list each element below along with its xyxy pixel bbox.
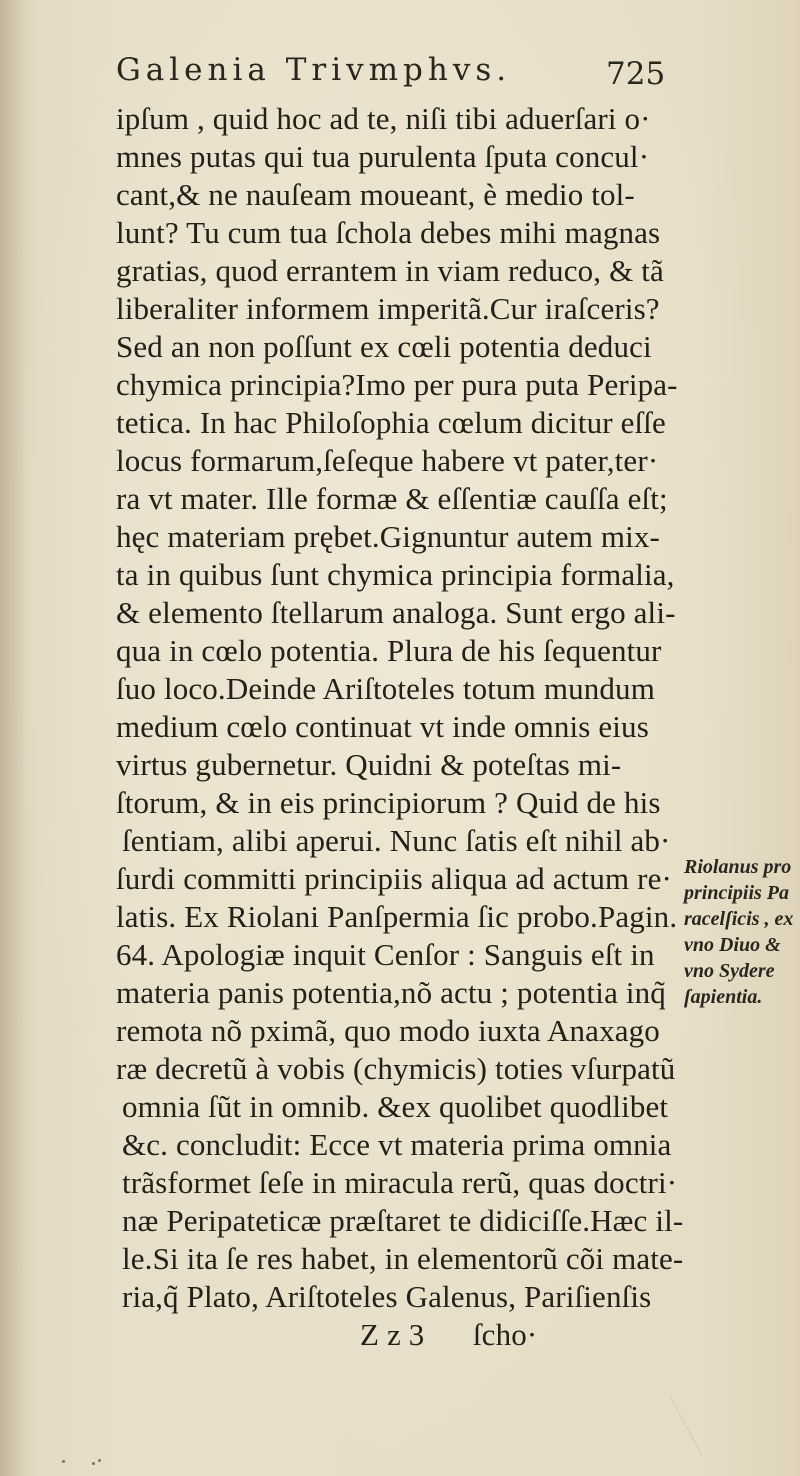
- margin-note-line: racelſicis , ex: [684, 908, 794, 930]
- margin-note-line: vno Diuo &: [684, 934, 781, 956]
- text-line: næ Peripateticæ præſtaret te didiciſſe.Hæc il-: [122, 1203, 684, 1238]
- text-line: remota nõ pximã, quo modo iuxta Anaxago: [116, 1013, 660, 1048]
- signature-mark: Z z 3: [360, 1317, 425, 1352]
- text-line: Sed an non poſſunt ex cœli potentia deduci: [116, 329, 652, 364]
- text-line: latis. Ex Riolani Panſpermia ſic probo.Pagin.: [116, 899, 678, 934]
- ink-speck: [62, 1460, 65, 1463]
- text-line: ſurdi committi principiis aliqua ad actum re·: [116, 861, 672, 896]
- catchline: [112, 1316, 672, 1354]
- text-line: qua in cœlo potentia. Plura de his ſequentur: [116, 633, 662, 668]
- text-line: 64. Apologiæ inquit Cenſor : Sanguis eſt in: [116, 937, 655, 972]
- text-line: omnia ſũt in omnib. &ex quolibet quodlibet: [122, 1089, 669, 1124]
- text-line: hęc materiam prębet.Gignuntur autem mix-: [116, 519, 661, 554]
- margin-note-line: ſapientia.: [684, 986, 763, 1008]
- text-line: ſtorum, & in eis principiorum ? Quid de his: [116, 785, 661, 820]
- marginal-note: [684, 854, 800, 1010]
- text-line: ta in quibus ſunt chymica principia formalia,: [116, 557, 675, 592]
- text-line: ræ decretũ à vobis (chymicis) toties vſurpatũ: [116, 1051, 676, 1086]
- paper-crease: [669, 1395, 800, 1455]
- ink-speck: [92, 1462, 95, 1465]
- text-line: ſuo loco.Deinde Ariſtoteles totum mundum: [116, 671, 655, 706]
- text-line: tetica. In hac Philoſophia cœlum dicitur eſſe: [116, 405, 666, 440]
- ink-speck: [98, 1459, 101, 1462]
- text-line: materia panis potentia,nõ actu ; potentia inq̃: [116, 975, 666, 1010]
- text-line: &c. concludit: Ecce vt materia prima omnia: [122, 1127, 672, 1162]
- text-line: ſentiam, alibi aperui. Nunc ſatis eſt nihil ab·: [122, 823, 671, 858]
- text-line: cant,& ne nauſeam moueant, è medio tol-: [116, 177, 635, 212]
- catchword: ſcho·: [472, 1317, 538, 1352]
- text-line: trãsformet ſeſe in miracula rerũ, quas doctri·: [122, 1165, 678, 1200]
- text-line: ipſum , quid hoc ad te, niſi tibi aduerſari o·: [116, 101, 651, 136]
- page-number: 725: [606, 56, 666, 92]
- text-line: lunt? Tu cum tua ſchola debes mihi magnas: [116, 215, 661, 250]
- text-line: & elemento ſtellarum analoga. Sunt ergo ali-: [116, 595, 676, 630]
- text-line: medium cœlo continuat vt inde omnis eius: [116, 709, 649, 744]
- body-text: [112, 100, 684, 1354]
- text-line: le.Si ita ſe res habet, in elementorũ cõi mate-: [122, 1241, 684, 1276]
- text-line: mnes putas qui tua purulenta ſputa concul·: [116, 139, 650, 174]
- running-head: Galenia Trivmphvs.: [116, 52, 512, 88]
- margin-note-line: vno Sydere: [684, 960, 775, 982]
- text-line: liberaliter informem imperitã.Cur iraſceris?: [116, 291, 660, 326]
- gutter-shadow: [0, 0, 26, 1476]
- text-line: ra vt mater. Ille formæ & eſſentiæ cauſſa eſt;: [116, 481, 668, 516]
- margin-note-line: Riolanus pro: [684, 856, 792, 878]
- text-line: virtus gubernetur. Quidni & poteſtas mi-: [116, 747, 622, 782]
- text-line: locus formarum,ſeſeque habere vt pater,ter·: [116, 443, 659, 478]
- text-line: gratias, quod errantem in viam reduco, & tã: [116, 253, 664, 288]
- margin-note-line: principiis Pa: [684, 882, 790, 904]
- text-line: ria,q̃ Plato, Ariſtoteles Galenus, Pariſienſis: [122, 1279, 652, 1314]
- text-line: chymica principia?Imo per pura puta Peripa-: [116, 367, 678, 402]
